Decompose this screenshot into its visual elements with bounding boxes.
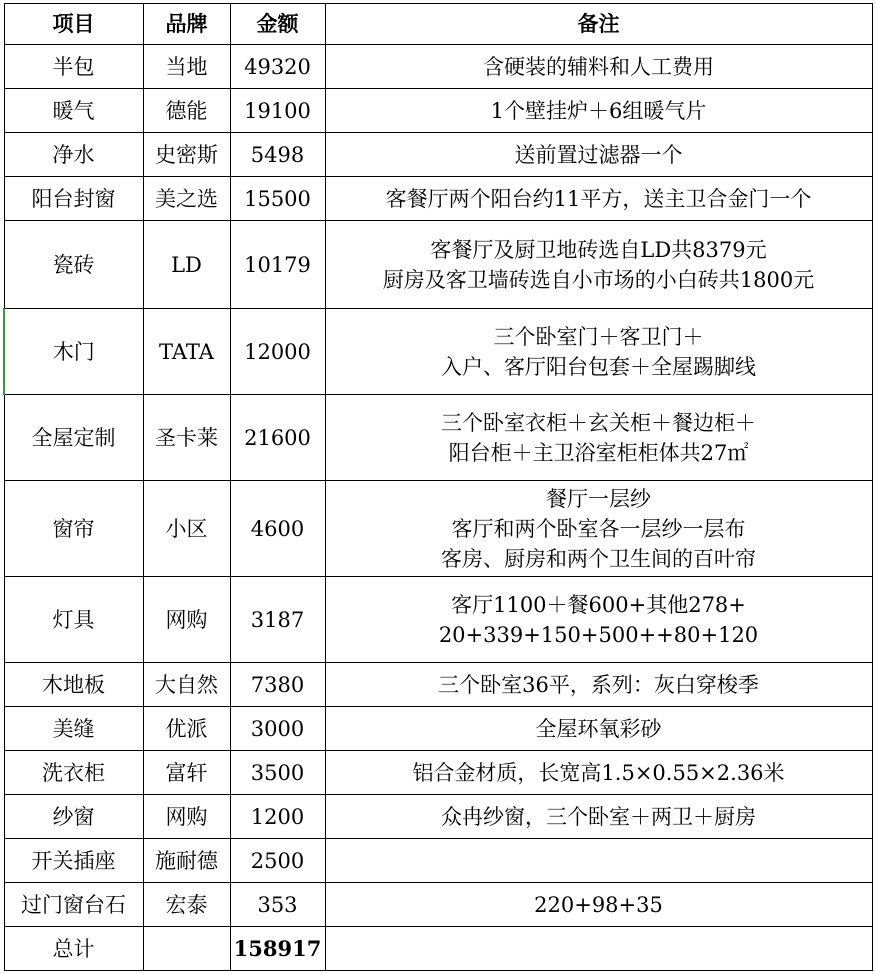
note-line: 客厅和两个卧室各一层纱一层布 — [451, 516, 746, 541]
cell-note[interactable] — [325, 45, 872, 89]
cell-brand[interactable]: 优派 — [143, 707, 230, 751]
cell-amount[interactable]: 15500 — [230, 177, 325, 221]
cell-note[interactable] — [325, 883, 872, 927]
cell-item[interactable]: 过门窗台石 — [4, 883, 143, 927]
note-line: 入户、客厅阳台包套＋全屋踢脚线 — [441, 354, 756, 379]
cell-amount[interactable]: 3187 — [230, 577, 325, 663]
cell-note[interactable] — [325, 89, 872, 133]
cell-brand[interactable]: 富轩 — [143, 751, 230, 795]
table-row — [4, 45, 872, 89]
cell-note[interactable] — [325, 309, 872, 395]
cell-item[interactable]: 洗衣柜 — [4, 751, 143, 795]
cell-brand[interactable]: 当地 — [143, 45, 230, 89]
note-line: 送前置过滤器一个 — [514, 142, 683, 167]
note-line: 餐厅一层纱 — [546, 486, 651, 511]
cell-amount[interactable]: 49320 — [230, 45, 325, 89]
total-amount[interactable]: 158917 — [230, 927, 325, 971]
cell-item[interactable]: 瓷砖 — [4, 221, 143, 309]
cell-amount[interactable]: 2500 — [230, 839, 325, 883]
note-line: 三个卧室门＋客卫门＋ — [493, 324, 704, 349]
cell-brand[interactable]: 网购 — [143, 577, 230, 663]
table-row — [4, 751, 872, 795]
cell-item[interactable]: 木地板 — [4, 663, 143, 707]
note-line: 客厅1100＋餐600+其他278+ — [451, 592, 746, 617]
cell-note[interactable] — [325, 177, 872, 221]
cell-note[interactable] — [325, 395, 872, 481]
header-item[interactable]: 项目 — [4, 4, 143, 45]
total-row — [4, 927, 872, 971]
cell-note[interactable] — [325, 707, 872, 751]
table-row — [4, 177, 872, 221]
cell-note[interactable] — [325, 481, 872, 577]
cell-amount[interactable]: 3000 — [230, 707, 325, 751]
cell-brand[interactable]: 德能 — [143, 89, 230, 133]
cell-brand[interactable]: 小区 — [143, 481, 230, 577]
total-note[interactable] — [325, 927, 872, 971]
cell-amount[interactable]: 7380 — [230, 663, 325, 707]
cell-amount[interactable]: 19100 — [230, 89, 325, 133]
note-line: 铝合金材质，长宽高1.5×0.55×2.36米 — [412, 760, 785, 785]
note-line: 客餐厅两个阳台约11平方，送主卫合金门一个 — [385, 186, 812, 211]
cell-note[interactable] — [325, 133, 872, 177]
table-row — [4, 133, 872, 177]
table-row — [4, 707, 872, 751]
table-row — [4, 89, 872, 133]
note-line: 全屋环氧彩砂 — [535, 716, 662, 741]
cell-note[interactable] — [325, 663, 872, 707]
note-line: 众冉纱窗，三个卧室＋两卫＋厨房 — [441, 804, 756, 829]
cell-brand[interactable]: LD — [143, 221, 230, 309]
cell-brand[interactable]: 美之选 — [143, 177, 230, 221]
cell-item[interactable]: 木门 — [4, 309, 143, 395]
note-line: 1个壁挂炉＋6组暖气片 — [490, 98, 707, 123]
cell-amount[interactable]: 21600 — [230, 395, 325, 481]
total-brand[interactable] — [143, 927, 230, 971]
note-line: 三个卧室衣柜＋玄关柜＋餐边柜＋ — [441, 410, 756, 435]
cell-brand[interactable]: 施耐德 — [143, 839, 230, 883]
cell-amount[interactable]: 353 — [230, 883, 325, 927]
cell-item[interactable]: 半包 — [4, 45, 143, 89]
budget-table — [3, 3, 873, 971]
cell-amount[interactable]: 5498 — [230, 133, 325, 177]
cell-note[interactable] — [325, 839, 872, 883]
cell-item[interactable]: 全屋定制 — [4, 395, 143, 481]
cell-amount[interactable]: 10179 — [230, 221, 325, 309]
cell-amount[interactable]: 4600 — [230, 481, 325, 577]
note-line: 客房、厨房和两个卫生间的百叶帘 — [441, 546, 756, 571]
cell-amount[interactable]: 12000 — [230, 309, 325, 395]
cell-brand[interactable]: 史密斯 — [143, 133, 230, 177]
table-row — [4, 795, 872, 839]
cell-amount[interactable]: 1200 — [230, 795, 325, 839]
note-line: 含硬装的辅料和人工费用 — [483, 54, 714, 79]
cell-item[interactable]: 灯具 — [4, 577, 143, 663]
cell-amount[interactable]: 3500 — [230, 751, 325, 795]
header-amount[interactable]: 金额 — [230, 4, 325, 45]
header-brand[interactable]: 品牌 — [143, 4, 230, 45]
cell-item[interactable]: 美缝 — [4, 707, 143, 751]
table-row — [4, 663, 872, 707]
note-line: 厨房及客卫墙砖选自小市场的小白砖共1800元 — [382, 267, 815, 292]
cell-brand[interactable]: 圣卡莱 — [143, 395, 230, 481]
cell-brand[interactable]: TATA — [143, 309, 230, 395]
cell-item[interactable]: 窗帘 — [4, 481, 143, 577]
cell-note[interactable] — [325, 221, 872, 309]
cell-brand[interactable]: 宏泰 — [143, 883, 230, 927]
table-row — [4, 395, 872, 481]
table-row — [4, 309, 872, 395]
cell-note[interactable] — [325, 577, 872, 663]
cell-note[interactable] — [325, 751, 872, 795]
note-line: 三个卧室36平，系列：灰白穿梭季 — [438, 672, 759, 697]
note-line: 20+339+150+500++80+120 — [438, 622, 759, 647]
cell-item[interactable]: 阳台封窗 — [4, 177, 143, 221]
cell-brand[interactable]: 大自然 — [143, 663, 230, 707]
cell-item[interactable]: 纱窗 — [4, 795, 143, 839]
table-row — [4, 883, 872, 927]
table-row — [4, 839, 872, 883]
header-note[interactable]: 备注 — [325, 4, 872, 45]
header-row — [4, 4, 872, 45]
table-body — [4, 45, 872, 927]
table-row — [4, 481, 872, 577]
note-line: 客餐厅及厨卫地砖选自LD共8379元 — [430, 237, 767, 262]
cell-note[interactable] — [325, 795, 872, 839]
cell-item[interactable]: 开关插座 — [4, 839, 143, 883]
note-line: 阳台柜＋主卫浴室柜柜体共27㎡ — [448, 440, 749, 465]
note-line: 220+98+35 — [534, 892, 663, 917]
cell-brand[interactable]: 网购 — [143, 795, 230, 839]
cell-item[interactable]: 净水 — [4, 133, 143, 177]
total-label[interactable]: 总计 — [4, 927, 143, 971]
table-row — [4, 221, 872, 309]
table-row — [4, 577, 872, 663]
cell-item[interactable]: 暖气 — [4, 89, 143, 133]
